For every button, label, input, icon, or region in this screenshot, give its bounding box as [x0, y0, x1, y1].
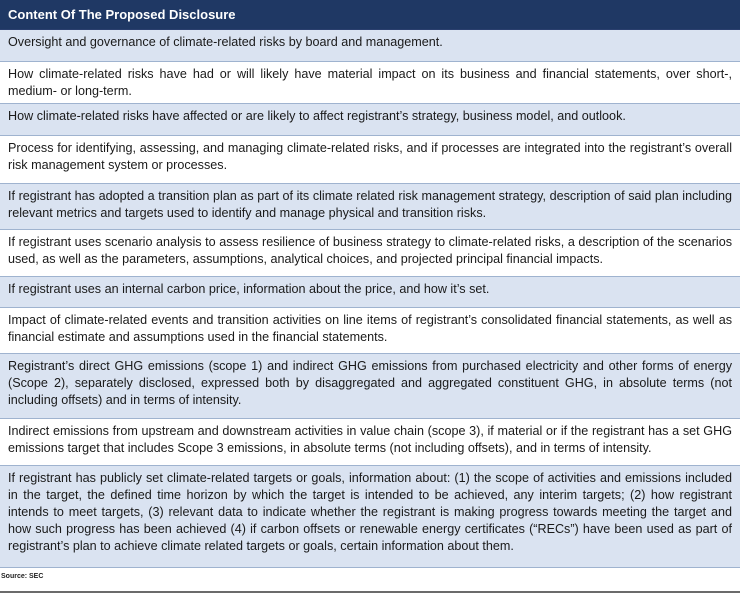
- table-row: How climate-related risks have affected or are likely to affect registrant’s strategy, business model, and outlook.: [0, 104, 740, 136]
- table-row: If registrant uses an internal carbon price, information about the price, and how it’s set.: [0, 277, 740, 308]
- table-row: If registrant has publicly set climate-related targets or goals, information about: (1) the scope of activities and emissions included in the target, the defined time horizon by which the target is intended to be achieved, any interim targets; (2) how registrant intends to meet targets, (3) relevant data to indicate whether the registrant is making progress towards meeting the target and how such progress has been achieved (4) if carbon offsets or renewable energy certificates (“RECs”) have been used as part of registrant’s plan to achieve climate related targets or goals, certain information about them.: [0, 466, 740, 568]
- table-row: How climate-related risks have had or will likely have material impact on its business and financial statements, over short-, medium- or long-term.: [0, 62, 740, 104]
- table-row: If registrant has adopted a transition plan as part of its climate related risk management strategy, description of said plan including relevant metrics and targets used to identify and manage physical and transition risks.: [0, 184, 740, 230]
- table-row: Process for identifying, assessing, and managing climate-related risks, and if processes are integrated into the registrant’s overall risk management system or processes.: [0, 136, 740, 184]
- table-row: Oversight and governance of climate-related risks by board and management.: [0, 30, 740, 62]
- source-note: Source: SEC: [1, 573, 44, 580]
- table-row: Impact of climate-related events and transition activities on line items of registrant’s consolidated financial statements, as well as financial estimate and assumptions used in the financial statements.: [0, 308, 740, 354]
- table-row: If registrant uses scenario analysis to assess resilience of business strategy to climate-related risks, a description of the scenarios used, as well as the parameters, assumptions, analytical choices, and projected principal financial impacts.: [0, 230, 740, 277]
- table-header: Content Of The Proposed Disclosure: [0, 0, 740, 30]
- bottom-divider: [0, 591, 740, 593]
- table-row: Registrant’s direct GHG emissions (scope 1) and indirect GHG emissions from purchased electricity and other forms of energy (Scope 2), separately disclosed, expressed both by disaggregated and aggregated constituent GHG, in absolute terms (not including offsets) and in terms of intensity.: [0, 354, 740, 419]
- table-row: Indirect emissions from upstream and downstream activities in value chain (scope 3), if material or if the registrant has a set GHG emissions target that includes Scope 3 emissions, in absolute terms (not including offsets), and in terms of intensity.: [0, 419, 740, 466]
